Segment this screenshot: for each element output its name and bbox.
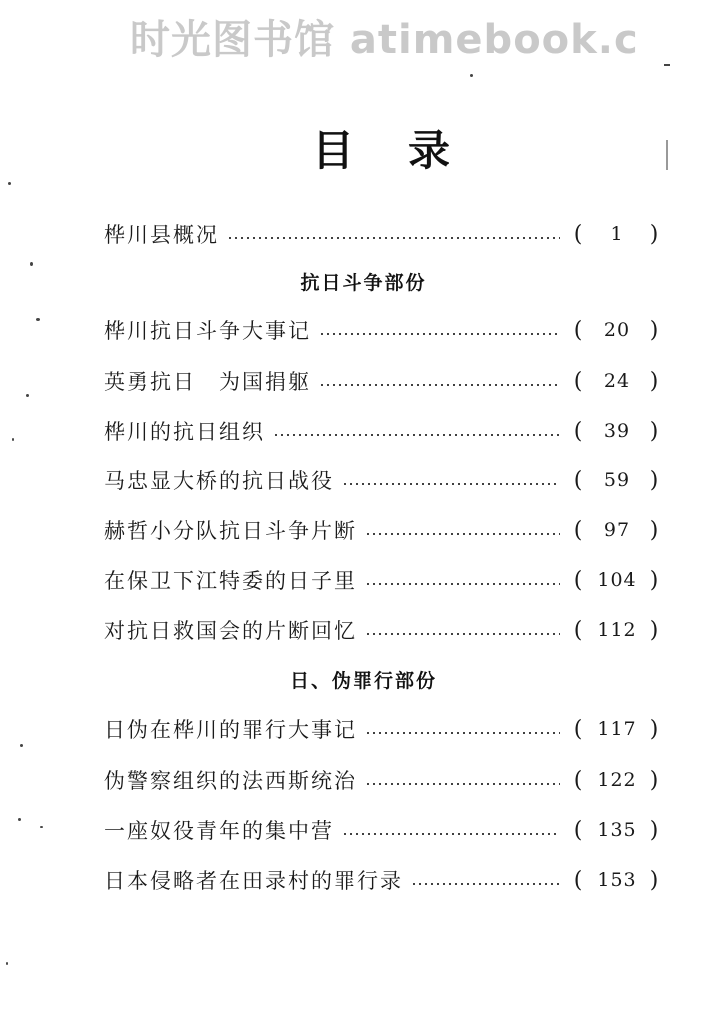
toc-entry[interactable] xyxy=(104,562,664,598)
open-paren: ( xyxy=(573,221,585,247)
scan-speck xyxy=(12,438,14,441)
dot-leader xyxy=(411,883,560,885)
close-paren: ) xyxy=(649,767,661,793)
scan-speck xyxy=(30,262,33,266)
dot-leader xyxy=(319,333,560,335)
section-heading-crimes: 日、伪罪行部份 xyxy=(289,670,437,692)
scan-speck xyxy=(40,826,43,828)
open-paren: ( xyxy=(573,368,585,394)
open-paren: ( xyxy=(573,418,585,444)
dot-leader xyxy=(273,434,560,436)
dot-leader xyxy=(365,533,560,535)
open-paren: ( xyxy=(573,317,585,343)
close-paren: ) xyxy=(649,817,661,843)
scan-speck xyxy=(664,64,670,66)
toc-entry-page: 122 xyxy=(597,769,637,791)
scan-speck xyxy=(470,74,473,77)
toc-entry-title: 马忠显大桥的抗日战役 xyxy=(104,469,334,493)
dot-leader xyxy=(365,583,560,585)
toc-entry[interactable] xyxy=(104,413,664,449)
toc-entry-page: 117 xyxy=(597,718,637,740)
scan-speck xyxy=(26,394,29,397)
toc-entry-title: 赫哲小分队抗日斗争片断 xyxy=(104,519,357,543)
close-paren: ) xyxy=(649,418,661,444)
toc-entry[interactable] xyxy=(104,312,664,348)
toc-entry-title: 在保卫下江特委的日子里 xyxy=(104,569,357,593)
open-paren: ( xyxy=(573,767,585,793)
scan-speck xyxy=(20,744,23,747)
toc-entry-page: 135 xyxy=(597,819,637,841)
scan-speck xyxy=(6,962,8,965)
toc-entry-page: 39 xyxy=(603,420,631,442)
open-paren: ( xyxy=(573,517,585,543)
toc-entry-page: 20 xyxy=(603,319,631,341)
scan-speck xyxy=(8,182,11,185)
toc-entry-intro[interactable] xyxy=(104,216,664,252)
scan-speck xyxy=(18,818,21,821)
dot-leader xyxy=(319,384,560,386)
close-paren: ) xyxy=(649,317,661,343)
toc-entry-page: 97 xyxy=(603,519,631,541)
dot-leader xyxy=(227,237,560,239)
toc-entry-title: 对抗日救国会的片断回忆 xyxy=(104,619,357,643)
toc-entry-page: 112 xyxy=(597,619,637,641)
toc-entry-page: 1 xyxy=(610,223,624,245)
toc-entry-title: 日伪在桦川的罪行大事记 xyxy=(104,718,357,742)
toc-entry-title: 桦川县概况 xyxy=(104,223,219,247)
toc-entry[interactable] xyxy=(104,363,664,399)
dot-leader xyxy=(342,833,560,835)
open-paren: ( xyxy=(573,716,585,742)
toc-entry-title: 伪警察组织的法西斯统治 xyxy=(104,769,357,793)
watermark: 时光图书馆 atimebook.c xyxy=(130,17,639,63)
toc-entry[interactable] xyxy=(104,512,664,548)
open-paren: ( xyxy=(573,617,585,643)
open-paren: ( xyxy=(573,867,585,893)
scan-speck xyxy=(666,140,668,170)
dot-leader xyxy=(365,783,560,785)
close-paren: ) xyxy=(649,368,661,394)
toc-entry[interactable] xyxy=(104,862,664,898)
scan-speck xyxy=(36,318,40,321)
toc-entry-title: 英勇抗日 为国捐躯 xyxy=(104,370,311,394)
toc-entry-title: 桦川抗日斗争大事记 xyxy=(104,319,311,343)
toc-entry-title: 一座奴役青年的集中营 xyxy=(104,819,334,843)
open-paren: ( xyxy=(573,467,585,493)
toc-entry[interactable] xyxy=(104,812,664,848)
close-paren: ) xyxy=(649,867,661,893)
close-paren: ) xyxy=(649,517,661,543)
close-paren: ) xyxy=(649,716,661,742)
toc-entry-page: 153 xyxy=(597,869,637,891)
close-paren: ) xyxy=(649,617,661,643)
dot-leader xyxy=(342,483,560,485)
toc-entry-page: 24 xyxy=(603,370,631,392)
close-paren: ) xyxy=(649,567,661,593)
toc-entry-title: 日本侵略者在田录村的罪行录 xyxy=(104,869,403,893)
toc-entry[interactable] xyxy=(104,612,664,648)
toc-entry-title: 桦川的抗日组织 xyxy=(104,420,265,444)
toc-entry[interactable] xyxy=(104,462,664,498)
dot-leader xyxy=(365,633,560,635)
open-paren: ( xyxy=(573,567,585,593)
toc-entry[interactable] xyxy=(104,762,664,798)
close-paren: ) xyxy=(649,221,661,247)
toc-entry-page: 104 xyxy=(597,569,637,591)
toc-entry[interactable] xyxy=(104,711,664,747)
dot-leader xyxy=(365,732,560,734)
toc-entry-page: 59 xyxy=(603,469,631,491)
close-paren: ) xyxy=(649,467,661,493)
open-paren: ( xyxy=(573,817,585,843)
page-title: 目录 xyxy=(312,126,505,175)
section-heading-resistance: 抗日斗争部份 xyxy=(300,272,427,294)
